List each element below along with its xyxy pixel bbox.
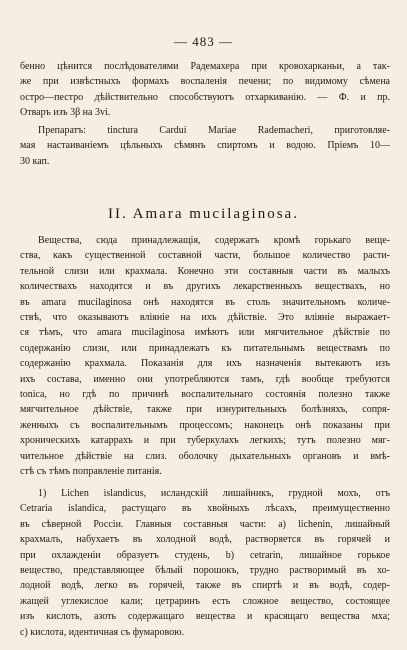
text-line: ства, какъ существенной составной части, большое количество расти-	[20, 250, 390, 262]
text-line: мягчительное дѣйствіе, также при изнурительныхъ болѣзняхъ, сопря-	[20, 404, 390, 416]
text-line: тельной слизи или крахмала. Конечно эти составныя части въ малыхъ	[20, 265, 390, 277]
text-line: содержанію слизи, или принадлежатъ къ питательнымъ веществамъ по	[20, 342, 390, 354]
text-line: tonica, но гдѣ по причинѣ воспалительнаго состоянія полезно также	[20, 389, 390, 401]
text-line: ся тѣмъ, что amara mucilaginosa имѣютъ или мягчительное дѣйствіе по	[20, 327, 390, 339]
text-line: Отваръ изъ 3β на 3vi.	[20, 107, 111, 119]
text-line: лодной водѣ, легко въ горячей, также въ спиртѣ и въ водѣ, содер-	[20, 580, 390, 592]
text-line: при охлажденіи образуетъ студень, b) cetrarin, лишайное горькое	[20, 549, 390, 561]
text-line: количествахъ находятся и въ другихъ лекарственныхъ веществахъ, но	[20, 281, 390, 293]
lichen-paragraph	[20, 486, 390, 640]
text-line: въ сѣверной Россіи. Главныя составныя части: а) lichenin, лишайный	[20, 518, 390, 530]
text-line: Препаратъ: tinctura Cardui Mariae Rademacheri, приготовляе-	[38, 125, 390, 136]
text-line: же при извѣстныхъ формахъ воспаленія печени; по видимому сѣмена	[20, 76, 390, 88]
text-line: ихъ состава, именно они употребляются тамъ, гдѣ вообще требуются	[20, 373, 390, 385]
text-line: хроническихъ катаррахъ и при туберкулахъ легкихъ; тутъ полезно мяг-	[20, 435, 390, 447]
main-paragraph	[20, 233, 390, 480]
text-line: остро—пестро дѣйствительно способствуютъ отхаркиванію. — Ф. и пр.	[20, 91, 390, 103]
text-line: ствѣ, что оказываютъ вліяніе на ихъ дѣйствіе. Это вліяніе выражает-	[20, 312, 390, 324]
text-line: женныхъ съ воспалительнымъ процессомъ; наконецъ онѣ показаны при	[20, 419, 390, 431]
text-line: чительное дѣйствіе на слиз. оболочку дыхательныхъ органовъ и вмѣ-	[20, 450, 390, 462]
section-heading: II. Amara mucilaginosa.	[108, 206, 299, 222]
text-line: стѣ съ тѣмъ поправленіе питанія.	[20, 466, 162, 478]
text-line: 30 кап.	[20, 155, 50, 167]
text-line: въ amara mucilaginosa онѣ находятся въ столь значительномъ количе-	[20, 296, 390, 308]
top-paragraph	[20, 59, 390, 121]
text-line: 1) Lichen islandicus, исландскій лишайникъ, грудной мохъ, отъ	[38, 488, 390, 499]
text-line: жащей углекислое кали; цетраринъ есть сложное вещество, состоящее	[20, 595, 390, 607]
text-line: Cetraria islandica, растущаго въ хвойныхъ лѣсахъ, преимущественно	[20, 503, 390, 515]
text-line: крахмалъ, набухаетъ въ холодной водѣ, растворяется въ горячей и	[20, 534, 390, 546]
text-line: с) кислота, идентичная съ фумаровою.	[20, 626, 185, 638]
text-line: бенно цѣнится послѣдователями Радемахера при кровохарканьи, а так-	[20, 61, 390, 72]
text-line: мая настаиваніемъ цѣльныхъ сѣмянъ спиртомъ и водою. Пріемъ 10—	[20, 140, 390, 152]
text-line: содержанію крахмала. Показанія для ихъ назначенія вытекаютъ изъ	[20, 358, 390, 370]
text-line: Вещества, сюда принадлежащія, содержатъ кромѣ горькаго веще-	[38, 235, 390, 246]
text-line: вещество, представляющее бѣлый порошокъ, трудно растворимый въ хо-	[20, 565, 390, 577]
page-number: — 483 —	[174, 34, 233, 49]
preparat-paragraph	[20, 123, 390, 169]
text-line: изъ кислоть, азоть содержащаго вещества и красящаго вещества мха;	[20, 611, 390, 623]
